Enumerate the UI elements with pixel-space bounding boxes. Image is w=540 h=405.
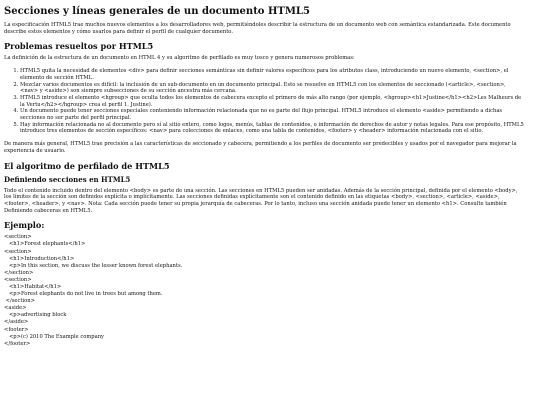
page-title: Secciones y líneas generales de un documento HTML5	[4, 6, 310, 17]
algorithm-heading: El algoritmo de perfilado de HTML5	[4, 160, 170, 171]
example-code: <section> <h1>Forest elephants</h1> <section> <h1>Introduction</h1> <p>In this section, we discuss the lesser known forest elephants. </section> <section> <h1>Habitat</h1> <p>Forest elephants do not live in trees but among them. </section> <aside> <p>advertising block </aside> <footer> <p>(c) 2010 The Example company </footer>	[4, 234, 183, 347]
problems-closing: De manera más general, HTML5 trae precisión a las características de seccionado y cabecera, permitiendo a los perfiles de documento ser predecibles y usados por el navegador para mejorar la experiencia de usuario.	[4, 141, 517, 154]
list-item: 5. Hay información relacionada no al documento pero sí al sitio entero, como logos, menús, tablas de contenidos, o información de derechos de autor y notas legales. Para ese propósito, HTML5 introduce tres elementos de sección específicos: <nav> para colecciones de enlaces, como una tabla de contenidos, <footer> y <header> información relacionada con el sitio.	[20, 122, 524, 135]
list-item: 4. Un documento puede tener secciones especiales conteniendo información relacionada que no es parte del flujo principal. HTML5 introduce el elemento <aside> permitiendo a dichas secciones no ser parte del perfil principal.	[20, 108, 524, 121]
algorithm-subheading: Definiendo secciones en HTML5	[4, 174, 131, 184]
list-item: 1. HTML5 quita la necesidad de elementos <div> para definir secciones semánticas sin definir valores específicos para los atributos class, introduciendo un nuevo elemento, <section>, el elemento de sección HTML.	[20, 68, 524, 81]
list-item: 2. Mezclar varios documentos es difícil: la inclusión de un sub-documento en un documento principal. Esto se resuelve en HTML5 con los elementos de seccionado (<article>, <section>, <nav> y <aside>) son siempre subsecciones de su sección ancestra más cercana.	[20, 82, 524, 95]
algorithm-body: Todo el contenido incluido dentro del elemento <body> es parte de una sección. Las secciones en HTML5 pueden ser anidadas. Además de la sección principal, definida por el elemento <body>, los límites de la sección son definidos explícita o implícitamente. Las secciones definidas explícitamente son el contenido definido en las etiquetas <body>, <section>, <article>, <aside>, <footer>, <header>, y <nav>. Nota: Cada sección puede tener su propia jerarquía de cabeceras. Por lo tanto, incluso una sección anidada puede tener un elemento <h1>. Consulte también Definiendo cabeceras en HTML5.	[4, 187, 518, 214]
example-heading: Ejemplo:	[4, 220, 45, 231]
intro-paragraph: La especificación HTML5 trae muchos nuevos elementos a los desarrolladores web, permitiéndoles describir la estructura de un documento web con semántica estandarizada. Este documento describe estos elementos y cómo usarlos para definir el perfil de cualquier documento.	[4, 22, 511, 35]
problems-lead: La definición de la estructura de un documento en HTML 4 y su algoritmo de perfilado es muy tosco y genera numerosos problemas:	[4, 55, 355, 62]
list-item: 3. HTML5 introduce el elemento <hgroup> que oculta todos los elementos de cabecera excepto el primero de más alto rango (por ejemplo, <hgroup><h1>Justine</h1><h2>Les Malheurs de la Vertu</h2></hgroup> crea el perfil 1. Justine).	[20, 95, 524, 108]
problems-list	[4, 68, 524, 135]
problems-heading: Problemas resueltos por HTML5	[4, 41, 154, 52]
